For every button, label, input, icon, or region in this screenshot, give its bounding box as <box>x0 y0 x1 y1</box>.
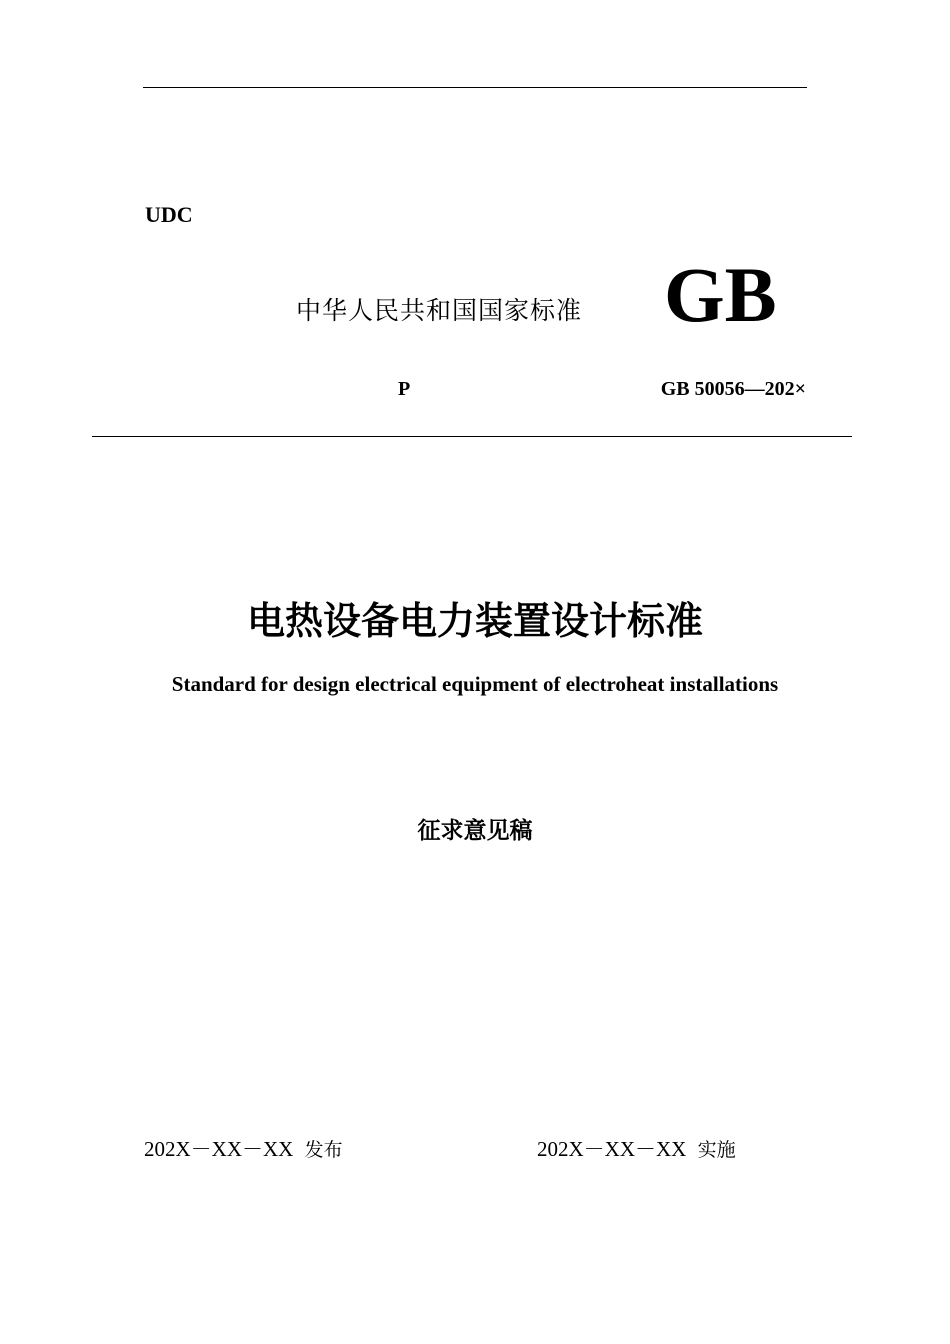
publish-date: 202X－XX－XX <box>144 1137 294 1161</box>
implement-label: 实施 <box>697 1139 736 1161</box>
draft-status: 征求意见稿 <box>417 818 533 844</box>
implement-info <box>537 1133 736 1163</box>
classification-code: P <box>398 378 411 400</box>
document-title-zh: 电热设备电力装置设计标准 <box>246 599 703 643</box>
standard-number: GB 50056—202× <box>660 378 806 400</box>
gb-logo: GB <box>664 251 777 338</box>
udc-label: UDC <box>145 202 193 227</box>
implement-date: 202X－XX－XX <box>537 1137 687 1161</box>
publish-label: 发布 <box>304 1139 343 1161</box>
header-rule <box>92 436 852 437</box>
document-title-en: Standard for design electrical equipment of electroheat installations <box>171 672 779 696</box>
publish-info <box>144 1133 343 1163</box>
top-rule <box>143 87 807 88</box>
national-standard-label: 中华人民共和国国家标准 <box>296 296 583 325</box>
